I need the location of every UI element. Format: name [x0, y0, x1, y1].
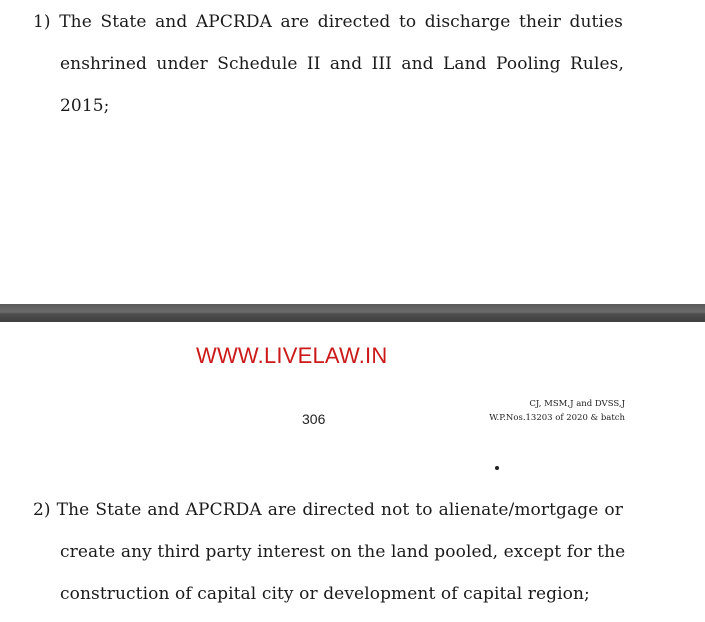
- paragraph-1-line-3: 2015;: [60, 96, 110, 116]
- paragraph-1-line-1: 1) The State and APCRDA are directed to discharge their duties: [33, 12, 623, 32]
- stray-dot: [495, 466, 499, 470]
- paragraph-1-line-2: enshrined under Schedule II and III and Land Pooling Rules,: [60, 54, 624, 74]
- document-page-bottom: [0, 322, 705, 622]
- case-header-number: W.P.Nos.13203 of 2020 & batch: [489, 413, 625, 423]
- paragraph-2-line-1: 2) The State and APCRDA are directed not to alienate/mortgage or: [33, 500, 623, 520]
- paragraph-2-line-3: construction of capital city or development of capital region;: [60, 584, 590, 604]
- document-page-top: [0, 0, 705, 304]
- page-separator: [0, 304, 705, 322]
- paragraph-2-line-2: create any third party interest on the land pooled, except for the: [60, 542, 626, 562]
- page-number: 306: [302, 411, 326, 427]
- case-header-judges: CJ, MSM,J and DVSS,J: [529, 399, 625, 409]
- case-header: [489, 397, 625, 425]
- livelaw-watermark: WWW.LIVELAW.IN: [196, 343, 388, 368]
